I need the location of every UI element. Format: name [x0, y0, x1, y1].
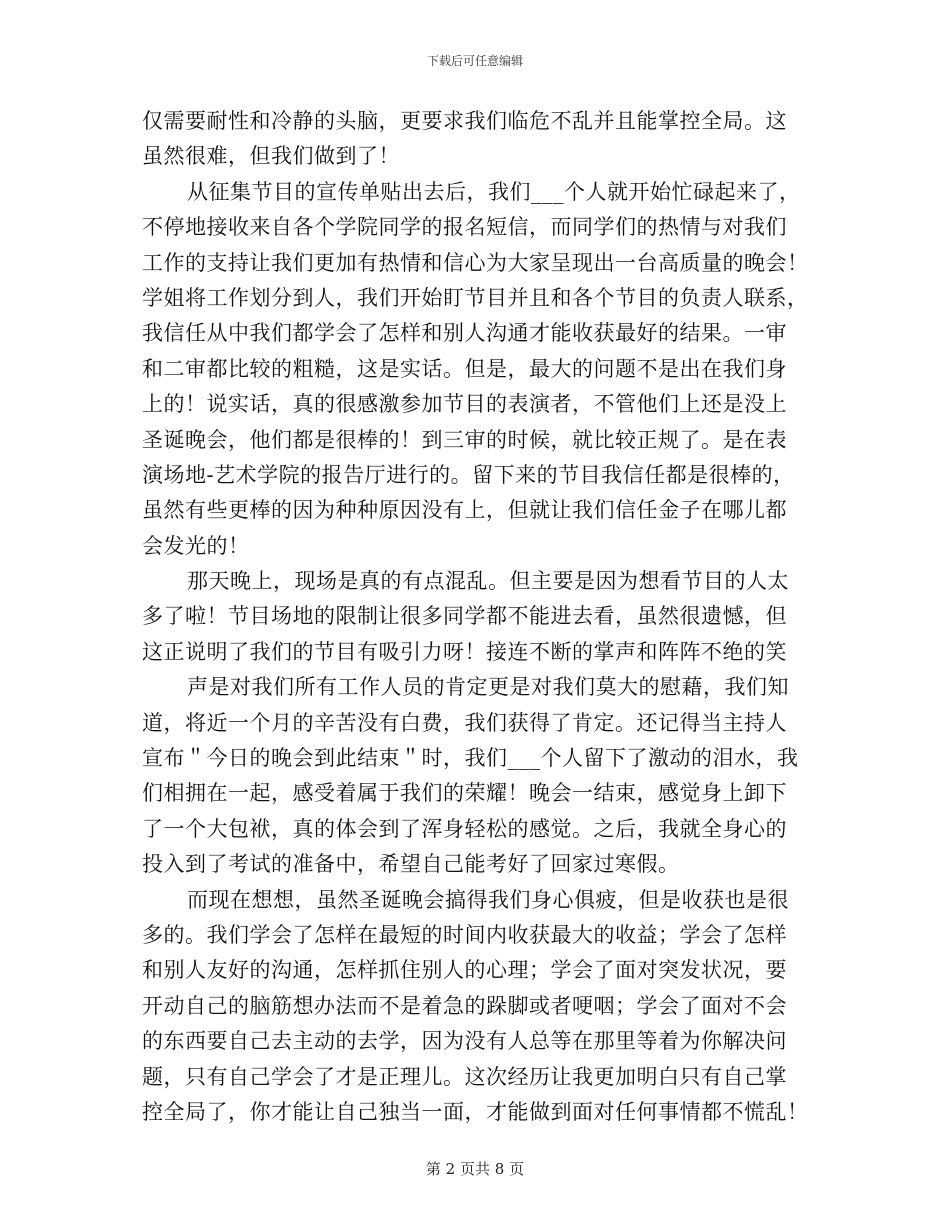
text-line: 从征集节目的宣传单贴出去后，我们___个人就开始忙碌起来了， — [187, 179, 801, 204]
text-line: 我信任从中我们都学会了怎样和别人沟通才能收获最好的结果。一审 — [142, 321, 787, 346]
text-line: 这正说明了我们的节目有吸引力呀！接连不断的掌声和阵阵不绝的笑 — [142, 639, 787, 664]
text-line: 上的！说实话，真的很感激参加节目的表演者，不管他们上还是没上 — [142, 392, 787, 417]
text-line: 多了啦！节目场地的限制让很多同学都不能进去看，虽然很遗憾，但 — [142, 604, 787, 629]
text-line: 开动自己的脑筋想办法而不是着急的跺脚或者哽咽；学会了面对不会 — [142, 993, 787, 1018]
text-line: 道，将近一个月的辛苦没有白费，我们获得了肯定。还记得当主持人 — [142, 710, 787, 735]
text-line: 了一个大包袱，真的体会到了浑身轻松的感觉。之后，我就全身心的 — [142, 816, 787, 841]
text-line: 们相拥在一起，感受着属于我们的荣耀！晚会一结束，感觉身上卸下 — [142, 781, 787, 806]
text-line: 的东西要自己去主动的去学，因为没有人总等在那里等着为你解决问 — [142, 1029, 787, 1054]
text-line: 会发光的！ — [142, 533, 250, 558]
text-line: 宣布＂今日的晚会到此结束＂时，我们___个人留下了激动的泪水，我 — [142, 746, 799, 771]
text-line: 控全局了，你才能让自己独当一面，才能做到面对任何事情都不慌乱！ — [142, 1099, 809, 1124]
text-line: 而现在想想，虽然圣诞晚会搞得我们身心俱疲，但是收获也是很 — [187, 887, 789, 912]
text-line: 虽然有些更棒的因为种种原因没有上，但就让我们信任金子在哪儿都 — [142, 498, 787, 523]
text-line: 工作的支持让我们更加有热情和信心为大家呈现出一台高质量的晚会！ — [142, 250, 809, 275]
text-line: 声是对我们所有工作人员的肯定更是对我们莫大的慰藉，我们知 — [187, 675, 789, 700]
page-footer: 第 2 页共 8 页 — [425, 1160, 525, 1178]
text-line: 投入到了考试的准备中，希望自己能考好了回家过寒假。 — [142, 852, 680, 877]
text-line: 和别人友好的沟通，怎样抓住别人的心理；学会了面对突发状况，要 — [142, 958, 787, 983]
document-body — [142, 104, 814, 1130]
text-line: 虽然很难，但我们做到了！ — [142, 144, 400, 169]
text-line: 圣诞晚会，他们都是很棒的！到三审的时候，就比较正规了。是在表 — [142, 427, 787, 452]
text-line: 学姐将工作划分到人，我们开始盯节目并且和各个节目的负责人联系， — [142, 285, 809, 310]
text-line: 题，只有自己学会了才是正理儿。这次经历让我更加明白只有自己掌 — [142, 1064, 787, 1089]
text-line: 仅需要耐性和冷静的头脑，更要求我们临危不乱并且能掌控全局。这 — [142, 109, 787, 133]
text-line: 多的。我们学会了怎样在最短的时间内收获最大的收益；学会了怎样 — [142, 922, 787, 947]
text-line: 和二审都比较的粗糙，这是实话。但是，最大的问题不是出在我们身 — [142, 356, 787, 381]
page-header: 下载后可任意编辑 — [426, 54, 523, 68]
text-line: 不停地接收来自各个学院同学的报名短信，而同学们的热情与对我们 — [142, 215, 787, 240]
text-line: 那天晚上，现场是真的有点混乱。但主要是因为想看节目的人太 — [187, 569, 789, 594]
text-line: 演场地-艺术学院的报告厅进行的。留下来的节目我信任都是很棒的， — [142, 462, 795, 487]
